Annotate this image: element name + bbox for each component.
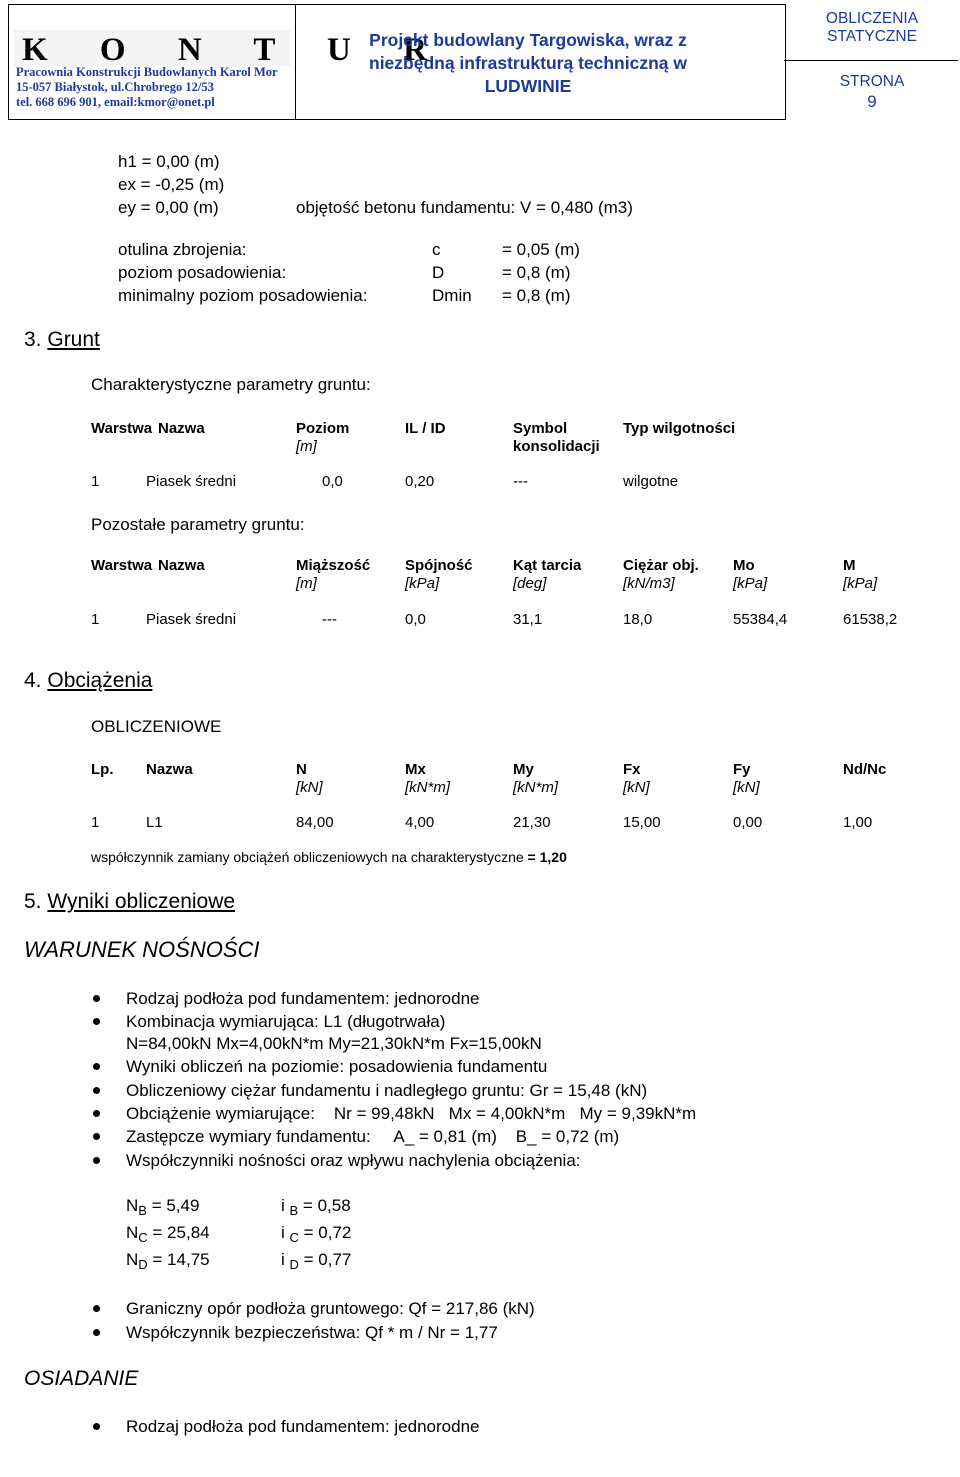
t1-cell-level: 0,0 xyxy=(322,473,343,490)
factor-nb: $N_B = 5,49$ xyxy=(126,1196,200,1218)
t3-head-n: N xyxy=(296,761,307,778)
t2-head-name: Nazwa xyxy=(158,557,205,574)
t3-head-my: My xyxy=(513,761,534,778)
t2-head-friction: Kąt tarcia xyxy=(513,557,582,574)
equivalent-dimensions: Zastępcze wymiary fundamentu: A_ = 0,81 (m) B_ = 0,72 (m) xyxy=(126,1127,620,1146)
t2-head-layer: Warstwa xyxy=(91,557,153,574)
level-label: poziom posadowienia: xyxy=(118,263,287,282)
factor-ib: i $_B$ = 0,58 xyxy=(281,1196,351,1218)
t2-cell-name: Piasek średni xyxy=(146,611,237,628)
section-4-heading: 4. Obciążenia xyxy=(24,669,153,692)
t1-cell-layer: 1 xyxy=(91,473,100,490)
t2-cell-weight: 18,0 xyxy=(623,611,653,628)
t2-unit-friction: [deg] xyxy=(513,575,547,592)
t3-head-name: Nazwa xyxy=(146,761,193,778)
t3-unit-fy: [kN] xyxy=(733,779,760,796)
cover-value: = 0,05 (m) xyxy=(502,240,580,259)
t3-cell-fx: 15,00 xyxy=(623,814,661,831)
t1-cell-ilid: 0,20 xyxy=(405,473,435,490)
t2-cell-mo: 55384,4 xyxy=(733,611,788,628)
t3-head-lp: Lp. xyxy=(91,761,114,778)
h1-value: h1 = 0,00 (m) xyxy=(118,152,220,171)
t1-head-symbol-sub: konsolidacji xyxy=(513,438,600,455)
calc-level: Wyniki obliczeń na poziomie: posadowienia fundamentu xyxy=(126,1057,548,1076)
ey-value: ey = 0,00 (m) xyxy=(118,198,219,217)
combination-forces: N=84,00kN Mx=4,00kN*m My=21,30kN*m Fx=15,00kN xyxy=(126,1034,542,1053)
factor-ic: i $_C$ = 0,72 xyxy=(281,1223,352,1245)
page-number: 9 xyxy=(867,92,877,111)
cover-symbol: c xyxy=(432,240,441,259)
design-load: Obciążenie wymiarujące: Nr = 99,48kN Mx = 4,00kN*m My = 9,39kN*m xyxy=(126,1104,697,1123)
t3-head-mx: Mx xyxy=(405,761,426,778)
minlevel-value: = 0,8 (m) xyxy=(502,286,571,305)
bullet-10 xyxy=(93,1423,100,1430)
capacity-factors-heading: Współczynniki nośności oraz wpływu nachylenia obciążenia: xyxy=(126,1151,581,1170)
minlevel-label: minimalny poziom posadowienia: xyxy=(118,286,368,305)
t2-cell-m: 61538,2 xyxy=(843,611,898,628)
load-factor-note: współczynnik zamiany obciążeń obliczeniowych na charakterystyczne = 1,20 xyxy=(91,849,567,865)
t1-cell-moisture: wilgotne xyxy=(623,473,679,490)
factor-nc: $N_C = 25,84$ xyxy=(126,1223,210,1245)
level-value: = 0,8 (m) xyxy=(502,263,571,282)
bullet-1 xyxy=(93,995,100,1002)
t3-unit-n: [kN] xyxy=(296,779,323,796)
factor-nd: $N_D = 14,75$ xyxy=(126,1250,210,1272)
t1-head-moisture: Typ wilgotności xyxy=(623,420,736,437)
t3-cell-fy: 0,00 xyxy=(733,814,763,831)
t2-head-mo: Mo xyxy=(733,557,755,574)
t2-unit-mo: [kPa] xyxy=(733,575,768,592)
bullet-9 xyxy=(93,1329,100,1336)
soil-type: Rodzaj podłoża pod fundamentem: jednorodne xyxy=(126,989,480,1008)
t1-unit-level: [m] xyxy=(296,438,317,455)
firm-contact: tel. 668 696 901, email:kmor@onet.pl xyxy=(16,95,215,109)
doc-type: OBLICZENIA STATYCZNE xyxy=(825,10,919,45)
t3-unit-mx: [kN*m] xyxy=(405,779,450,796)
t2-unit-m: [kPa] xyxy=(843,575,878,592)
t2-cell-layer: 1 xyxy=(91,611,100,628)
bullet-4 xyxy=(93,1087,100,1094)
cover-label: otulina zbrojenia: xyxy=(118,240,247,259)
t1-cell-name: Piasek średni xyxy=(146,473,237,490)
settlement-soil-type: Rodzaj podłoża pod fundamentem: jednorodne xyxy=(126,1417,480,1436)
bullet-6 xyxy=(93,1133,100,1140)
t3-cell-mx: 4,00 xyxy=(405,814,435,831)
t1-head-layer: Warstwa xyxy=(91,420,153,437)
t3-head-fy: Fy xyxy=(733,761,751,778)
t3-head-fx: Fx xyxy=(623,761,641,778)
t3-cell-my: 21,30 xyxy=(513,814,551,831)
t2-cell-friction: 31,1 xyxy=(513,611,543,628)
bullet-7 xyxy=(93,1157,100,1164)
section-5-heading: 5. Wyniki obliczeniowe xyxy=(24,890,236,913)
t1-cell-symbol: --- xyxy=(513,473,528,490)
firm-address: 15-057 Białystok, ul.Chrobrego 12/53 xyxy=(16,80,214,94)
section-3-heading: 3. Grunt xyxy=(24,328,100,351)
t2-cell-cohesion: 0,0 xyxy=(405,611,426,628)
t2-unit-thickness: [m] xyxy=(296,575,317,592)
concrete-volume: objętość betonu fundamentu: V = 0,480 (m3) xyxy=(296,198,633,217)
factor-id: i $_D$ = 0,77 xyxy=(281,1250,352,1272)
ex-value: ex = -0,25 (m) xyxy=(118,175,225,194)
settlement-heading: OSIADANIE xyxy=(24,1367,139,1390)
project-title: Projekt budowlany Targowiska, wraz z niezbędną infrastrukturą techniczną w LUDWINIE xyxy=(369,30,687,96)
t1-head-level: Poziom xyxy=(296,420,350,437)
minlevel-symbol: Dmin xyxy=(432,286,472,305)
ultimate-resistance: Graniczny opór podłoża gruntowego: Qf = 217,86 (kN) xyxy=(126,1299,535,1318)
t3-cell-name: L1 xyxy=(146,814,163,831)
t2-unit-cohesion: [kPa] xyxy=(405,575,440,592)
design-combination: Kombinacja wymiarująca: L1 (długotrwała) xyxy=(126,1012,446,1031)
t3-unit-my: [kN*m] xyxy=(513,779,558,796)
t2-head-weight: Ciężar obj. xyxy=(623,557,699,574)
t3-cell-n: 84,00 xyxy=(296,814,334,831)
t3-head-ndnc: Nd/Nc xyxy=(843,761,887,778)
company-logo: K O N T U R xyxy=(22,32,449,68)
bullet-3 xyxy=(93,1063,100,1070)
t3-unit-fx: [kN] xyxy=(623,779,650,796)
t2-head-thickness: Miąższość xyxy=(296,557,371,574)
bullet-8 xyxy=(93,1305,100,1312)
foundation-weight: Obliczeniowy ciężar fundamentu i nadległego gruntu: Gr = 15,48 (kN) xyxy=(126,1081,648,1100)
t1-head-symbol: Symbol xyxy=(513,420,568,437)
t3-cell-ndnc: 1,00 xyxy=(843,814,873,831)
t2-head-m: M xyxy=(843,557,856,574)
t1-head-name: Nazwa xyxy=(158,420,205,437)
loads-subheading: OBLICZENIOWE xyxy=(91,717,222,736)
t2-cell-thickness: --- xyxy=(322,611,337,628)
other-params-heading: Pozostałe parametry gruntu: xyxy=(91,515,305,534)
capacity-heading: WARUNEK NOŚNOŚCI xyxy=(24,937,260,962)
firm-name: Pracownia Konstrukcji Budowlanych Karol Mor xyxy=(16,65,278,79)
t3-cell-lp: 1 xyxy=(91,814,100,831)
safety-factor: Współczynnik bezpieczeństwa: Qf * m / Nr = 1,77 xyxy=(126,1323,498,1342)
page-label: STRONA xyxy=(839,73,905,90)
bullet-2 xyxy=(93,1018,100,1025)
t1-head-ilid: IL / ID xyxy=(405,420,446,437)
t2-unit-weight: [kN/m3] xyxy=(623,575,675,592)
char-params-heading: Charakterystyczne parametry gruntu: xyxy=(91,375,371,394)
bullet-5 xyxy=(93,1110,100,1117)
t2-head-cohesion: Spójność xyxy=(405,557,473,574)
level-symbol: D xyxy=(432,263,445,282)
